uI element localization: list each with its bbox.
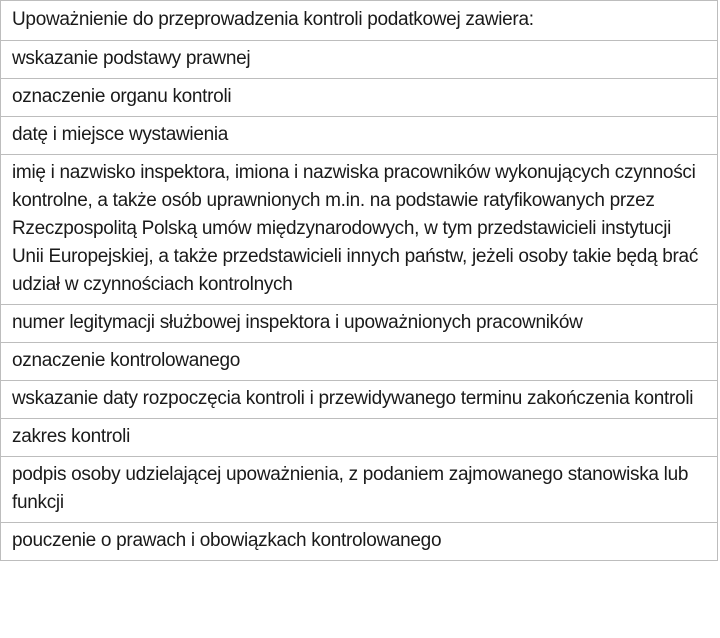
table-cell: numer legitymacji służbowej inspektora i upoważnionych pracowników <box>1 305 718 343</box>
table-cell: zakres kontroli <box>1 419 718 457</box>
table-row <box>1 117 718 155</box>
table-row <box>1 305 718 343</box>
table-row <box>1 155 718 305</box>
table-header-cell: Upoważnienie do przeprowadzenia kontroli podatkowej zawiera: <box>1 1 718 41</box>
table-cell: datę i miejsce wystawienia <box>1 117 718 155</box>
table-cell: imię i nazwisko inspektora, imiona i nazwiska pracowników wykonujących czynności kontrolne, a także osób uprawnionych m.in. na podstawie ratyfikowanych przez Rzeczpospolitą Polską umów międzynarodowych, w tym przedstawicieli instytucji Unii Europejskiej, a także przedstawicieli innych państw, jeżeli osoby takie będą brać udział w czynnościach kontrolnych <box>1 155 718 305</box>
table-row <box>1 381 718 419</box>
table-row <box>1 419 718 457</box>
table-cell: pouczenie o prawach i obowiązkach kontrolowanego <box>1 523 718 561</box>
table-row <box>1 457 718 523</box>
table-row <box>1 523 718 561</box>
table-cell: podpis osoby udzielającej upoważnienia, z podaniem zajmowanego stanowiska lub funkcji <box>1 457 718 523</box>
table-row <box>1 79 718 117</box>
table-row <box>1 41 718 79</box>
table-cell: oznaczenie organu kontroli <box>1 79 718 117</box>
table-row <box>1 343 718 381</box>
table-cell: wskazanie podstawy prawnej <box>1 41 718 79</box>
table-cell: wskazanie daty rozpoczęcia kontroli i przewidywanego terminu zakończenia kontroli <box>1 381 718 419</box>
table-header-row <box>1 1 718 41</box>
table-cell: oznaczenie kontrolowanego <box>1 343 718 381</box>
